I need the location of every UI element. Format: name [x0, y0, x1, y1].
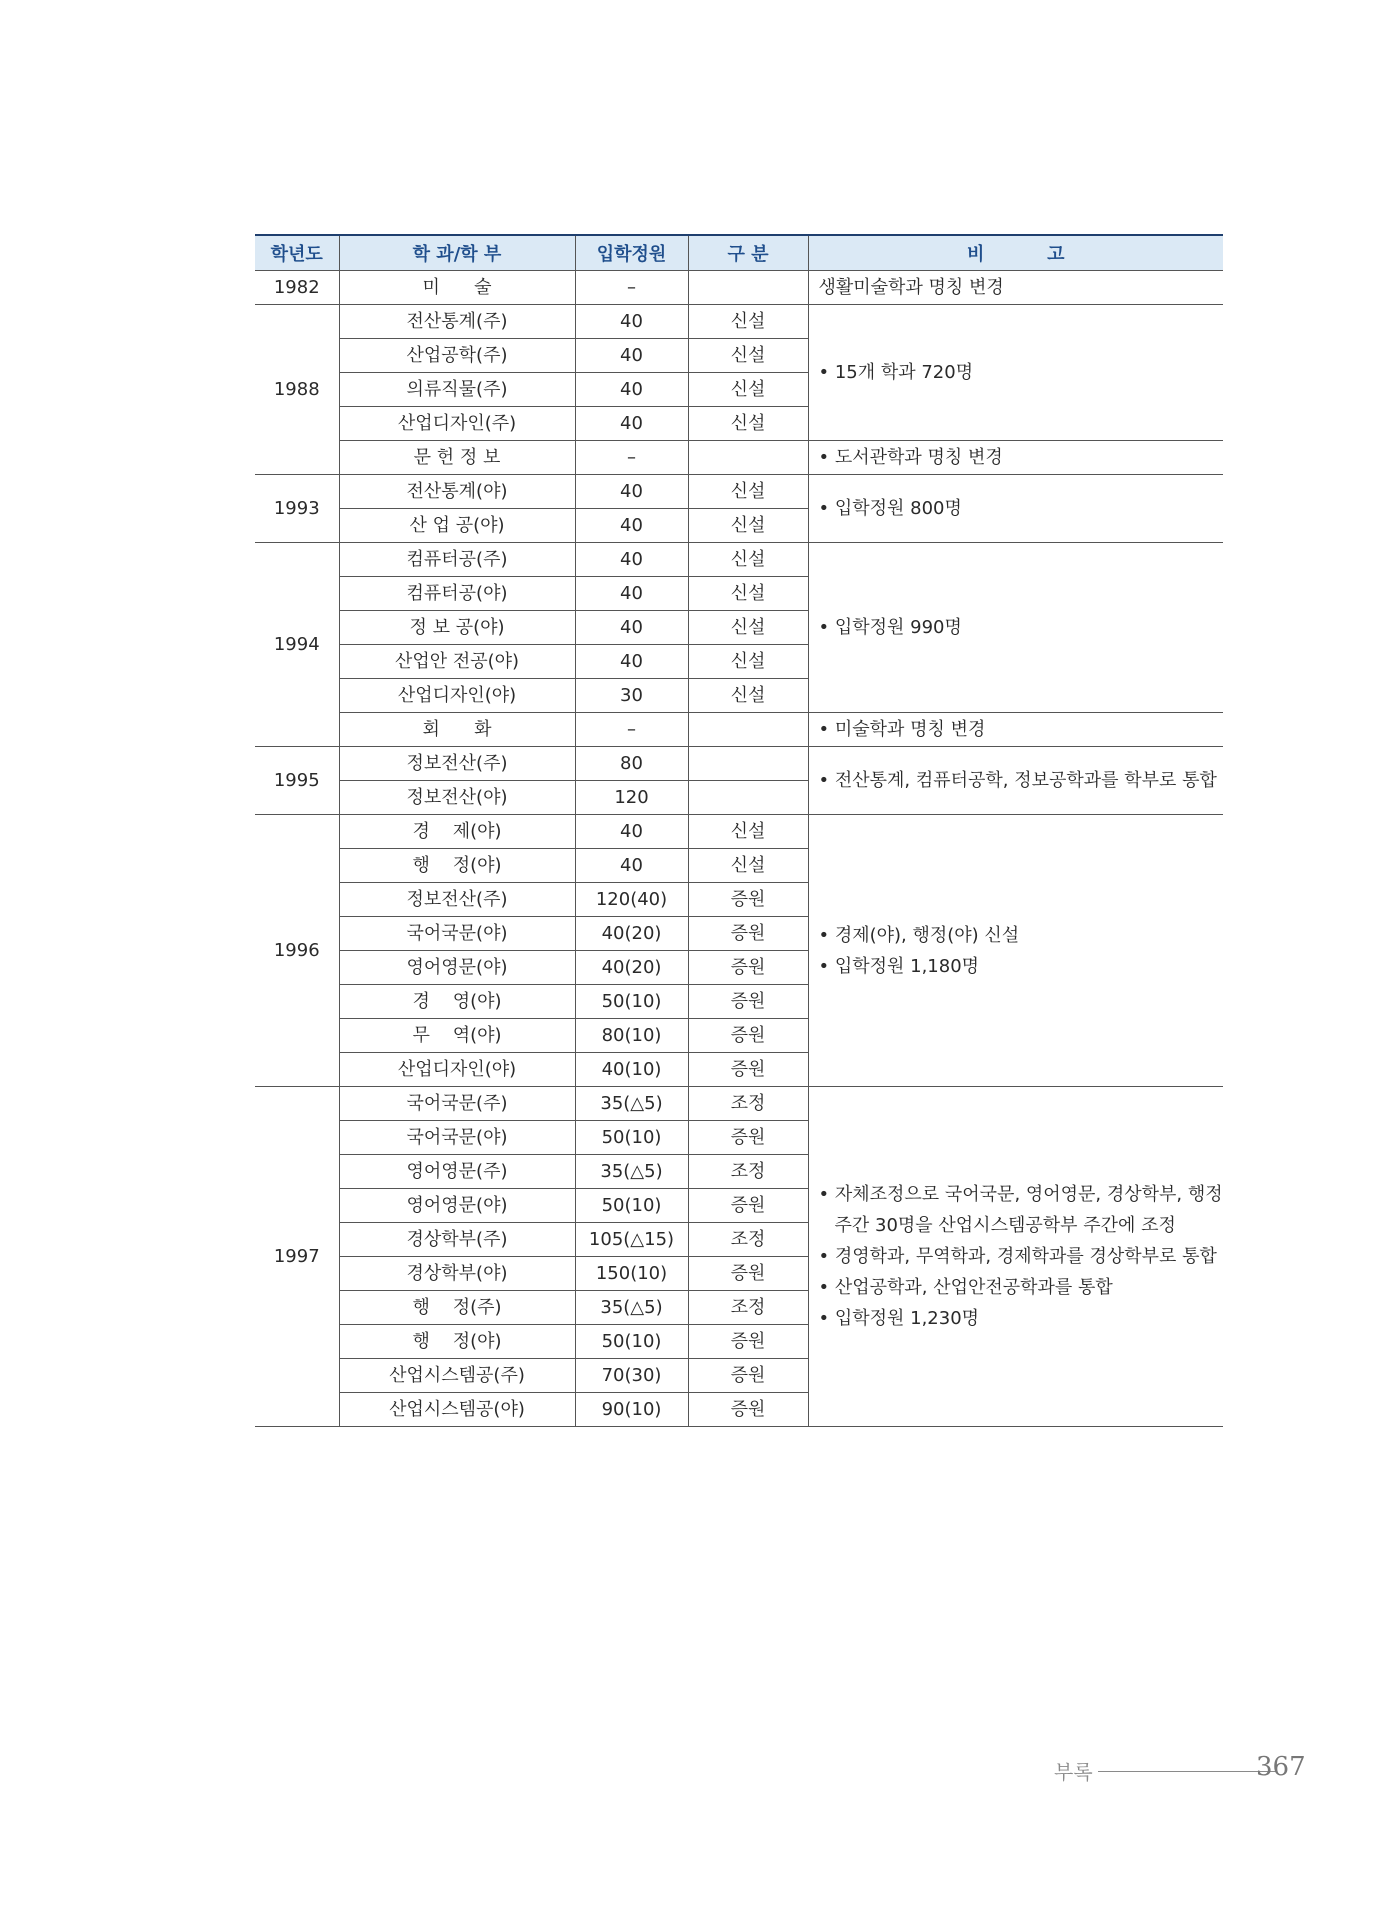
- remark-line: • 전산통계, 컴퓨터공학, 정보공학과를 학부로 통합: [818, 770, 1217, 791]
- admission-history-table: [255, 234, 1223, 1427]
- quota-cell: 40: [575, 611, 688, 645]
- quota-cell: 35(△5): [575, 1155, 688, 1189]
- type-cell: 증원: [688, 1189, 808, 1223]
- remark-line: • 입학정원 1,230명: [818, 1308, 980, 1329]
- remark-line: • 산업공학과, 산업안전공학과를 통합: [818, 1277, 1113, 1298]
- type-cell: 증원: [688, 1053, 808, 1087]
- department-cell: 영어영문(야): [339, 1189, 575, 1223]
- remark-line: • 입학정원 990명: [818, 617, 962, 638]
- department-cell: 국어국문(야): [339, 1121, 575, 1155]
- department-cell: 의류직물(주): [339, 373, 575, 407]
- department-cell: 행 정(야): [339, 1325, 575, 1359]
- table-row: [255, 475, 1223, 509]
- table-row: [255, 271, 1223, 305]
- remark-line: • 경제(야), 행정(야) 신설: [818, 924, 1020, 946]
- type-cell: 신설: [688, 305, 808, 339]
- quota-cell: 120(40): [575, 883, 688, 917]
- type-cell: 조정: [688, 1155, 808, 1189]
- department-cell: 산업시스템공(주): [339, 1359, 575, 1393]
- department-cell: 정보전산(주): [339, 883, 575, 917]
- quota-cell: 40: [575, 475, 688, 509]
- quota-cell: 40: [575, 339, 688, 373]
- remark-line: • 입학정원 1,180명: [818, 955, 980, 977]
- year-cell: 1982: [255, 271, 339, 305]
- type-cell: 증원: [688, 951, 808, 985]
- page-number: 367: [1256, 1752, 1306, 1782]
- type-cell: 신설: [688, 543, 808, 577]
- quota-cell: 120: [575, 781, 688, 815]
- department-cell: 산업디자인(야): [339, 1053, 575, 1087]
- quota-cell: –: [575, 713, 688, 747]
- department-cell: 컴퓨터공(야): [339, 577, 575, 611]
- type-cell: 신설: [688, 577, 808, 611]
- quota-cell: 80(10): [575, 1019, 688, 1053]
- year-cell: 1996: [255, 815, 339, 1087]
- quota-cell: 40(20): [575, 917, 688, 951]
- department-cell: 산업디자인(야): [339, 679, 575, 713]
- remarks-cell: [808, 305, 1223, 441]
- year-cell: 1988: [255, 305, 339, 475]
- type-cell: 증원: [688, 1393, 808, 1427]
- remark-line: • 미술학과 명칭 변경: [818, 719, 986, 740]
- type-cell: 증원: [688, 917, 808, 951]
- remarks-cell: [808, 441, 1223, 475]
- quota-cell: 50(10): [575, 1121, 688, 1155]
- department-cell: 산업디자인(주): [339, 407, 575, 441]
- quota-cell: 105(△15): [575, 1223, 688, 1257]
- department-cell: 전산통계(야): [339, 475, 575, 509]
- remarks-cell: [808, 271, 1223, 305]
- quota-cell: 150(10): [575, 1257, 688, 1291]
- footer-divider: [1098, 1771, 1276, 1772]
- department-cell: 정보전산(야): [339, 781, 575, 815]
- table-row: [255, 305, 1223, 339]
- type-cell: 신설: [688, 679, 808, 713]
- department-cell: 행 정(야): [339, 849, 575, 883]
- department-cell: 문 헌 정 보: [339, 441, 575, 475]
- department-cell: 경상학부(야): [339, 1257, 575, 1291]
- remarks-cell: [808, 815, 1223, 1087]
- department-cell: 전산통계(주): [339, 305, 575, 339]
- quota-cell: 40: [575, 305, 688, 339]
- year-cell: 1997: [255, 1087, 339, 1427]
- type-cell: 신설: [688, 815, 808, 849]
- department-cell: 국어국문(야): [339, 917, 575, 951]
- department-cell: 정보전산(주): [339, 747, 575, 781]
- type-cell: 신설: [688, 407, 808, 441]
- year-cell: 1995: [255, 747, 339, 815]
- department-cell: 산업시스템공(야): [339, 1393, 575, 1427]
- department-cell: 산 업 공(야): [339, 509, 575, 543]
- quota-cell: 40: [575, 645, 688, 679]
- remarks-cell: [808, 543, 1223, 713]
- quota-cell: 90(10): [575, 1393, 688, 1427]
- department-cell: 국어국문(주): [339, 1087, 575, 1121]
- department-cell: 미 술: [339, 271, 575, 305]
- quota-cell: 40: [575, 815, 688, 849]
- page-footer: [1054, 1752, 1306, 1788]
- type-cell: 증원: [688, 1257, 808, 1291]
- header-remarks: 비 고: [808, 235, 1223, 271]
- footer-section-label: 부록: [1054, 1760, 1093, 1784]
- quota-cell: 40: [575, 849, 688, 883]
- type-cell: 신설: [688, 373, 808, 407]
- remark-line: • 15개 학과 720명: [818, 362, 974, 383]
- remark-line: • 도서관학과 명칭 변경: [818, 447, 1003, 468]
- type-cell: 신설: [688, 339, 808, 373]
- year-cell: 1993: [255, 475, 339, 543]
- quota-cell: 40: [575, 407, 688, 441]
- remark-line: • 경영학과, 무역학과, 경제학과를 경상학부로 통합: [818, 1246, 1217, 1267]
- type-cell: 증원: [688, 1325, 808, 1359]
- department-cell: 산업공학(주): [339, 339, 575, 373]
- type-cell: 조정: [688, 1291, 808, 1325]
- type-cell: 증원: [688, 883, 808, 917]
- quota-cell: 40: [575, 373, 688, 407]
- remarks-cell: [808, 475, 1223, 543]
- type-cell: 신설: [688, 509, 808, 543]
- quota-cell: 50(10): [575, 985, 688, 1019]
- department-cell: 산업안 전공(야): [339, 645, 575, 679]
- quota-cell: 50(10): [575, 1325, 688, 1359]
- remarks-cell: [808, 713, 1223, 747]
- header-year: 학년도: [255, 235, 339, 271]
- department-cell: 무 역(야): [339, 1019, 575, 1053]
- table-row: [255, 747, 1223, 781]
- remark-line: • 입학정원 800명: [818, 498, 962, 519]
- quota-cell: 40: [575, 577, 688, 611]
- department-cell: 행 정(주): [339, 1291, 575, 1325]
- remark-line: 주간 30명을 산업시스템공학부 주간에 조정: [834, 1215, 1176, 1236]
- table-row: [255, 441, 1223, 475]
- remarks-cell: [808, 1087, 1223, 1427]
- quota-cell: 40(20): [575, 951, 688, 985]
- table-header-row: [255, 235, 1223, 271]
- type-cell: 신설: [688, 475, 808, 509]
- quota-cell: 35(△5): [575, 1087, 688, 1121]
- department-cell: 정 보 공(야): [339, 611, 575, 645]
- quota-cell: 50(10): [575, 1189, 688, 1223]
- remark-line: • 자체조정으로 국어국문, 영어영문, 경상학부, 행정: [818, 1184, 1223, 1205]
- department-cell: 경상학부(주): [339, 1223, 575, 1257]
- quota-cell: 80: [575, 747, 688, 781]
- table-row: [255, 1087, 1223, 1121]
- type-cell: [688, 271, 808, 305]
- type-cell: 신설: [688, 611, 808, 645]
- type-cell: 신설: [688, 849, 808, 883]
- quota-cell: 35(△5): [575, 1291, 688, 1325]
- department-cell: 회 화: [339, 713, 575, 747]
- type-cell: 증원: [688, 1121, 808, 1155]
- type-cell: [688, 781, 808, 815]
- type-cell: 조정: [688, 1087, 808, 1121]
- type-cell: 조정: [688, 1223, 808, 1257]
- remarks-cell: [808, 747, 1223, 815]
- quota-cell: 40(10): [575, 1053, 688, 1087]
- table-body: [255, 271, 1223, 1427]
- header-type: 구 분: [688, 235, 808, 271]
- type-cell: [688, 441, 808, 475]
- quota-cell: –: [575, 271, 688, 305]
- quota-cell: 30: [575, 679, 688, 713]
- type-cell: [688, 713, 808, 747]
- department-cell: 영어영문(야): [339, 951, 575, 985]
- year-cell: 1994: [255, 543, 339, 747]
- type-cell: 증원: [688, 1359, 808, 1393]
- remark-line: 생활미술학과 명칭 변경: [818, 277, 1004, 298]
- header-department: 학 과/학 부: [339, 235, 575, 271]
- type-cell: 증원: [688, 1019, 808, 1053]
- table-row: [255, 713, 1223, 747]
- department-cell: 영어영문(주): [339, 1155, 575, 1189]
- type-cell: [688, 747, 808, 781]
- table-row: [255, 543, 1223, 577]
- quota-cell: 70(30): [575, 1359, 688, 1393]
- type-cell: 신설: [688, 645, 808, 679]
- department-cell: 컴퓨터공(주): [339, 543, 575, 577]
- department-cell: 경 제(야): [339, 815, 575, 849]
- department-cell: 경 영(야): [339, 985, 575, 1019]
- type-cell: 증원: [688, 985, 808, 1019]
- quota-cell: –: [575, 441, 688, 475]
- quota-cell: 40: [575, 543, 688, 577]
- quota-cell: 40: [575, 509, 688, 543]
- header-quota: 입학정원: [575, 235, 688, 271]
- table-row: [255, 815, 1223, 849]
